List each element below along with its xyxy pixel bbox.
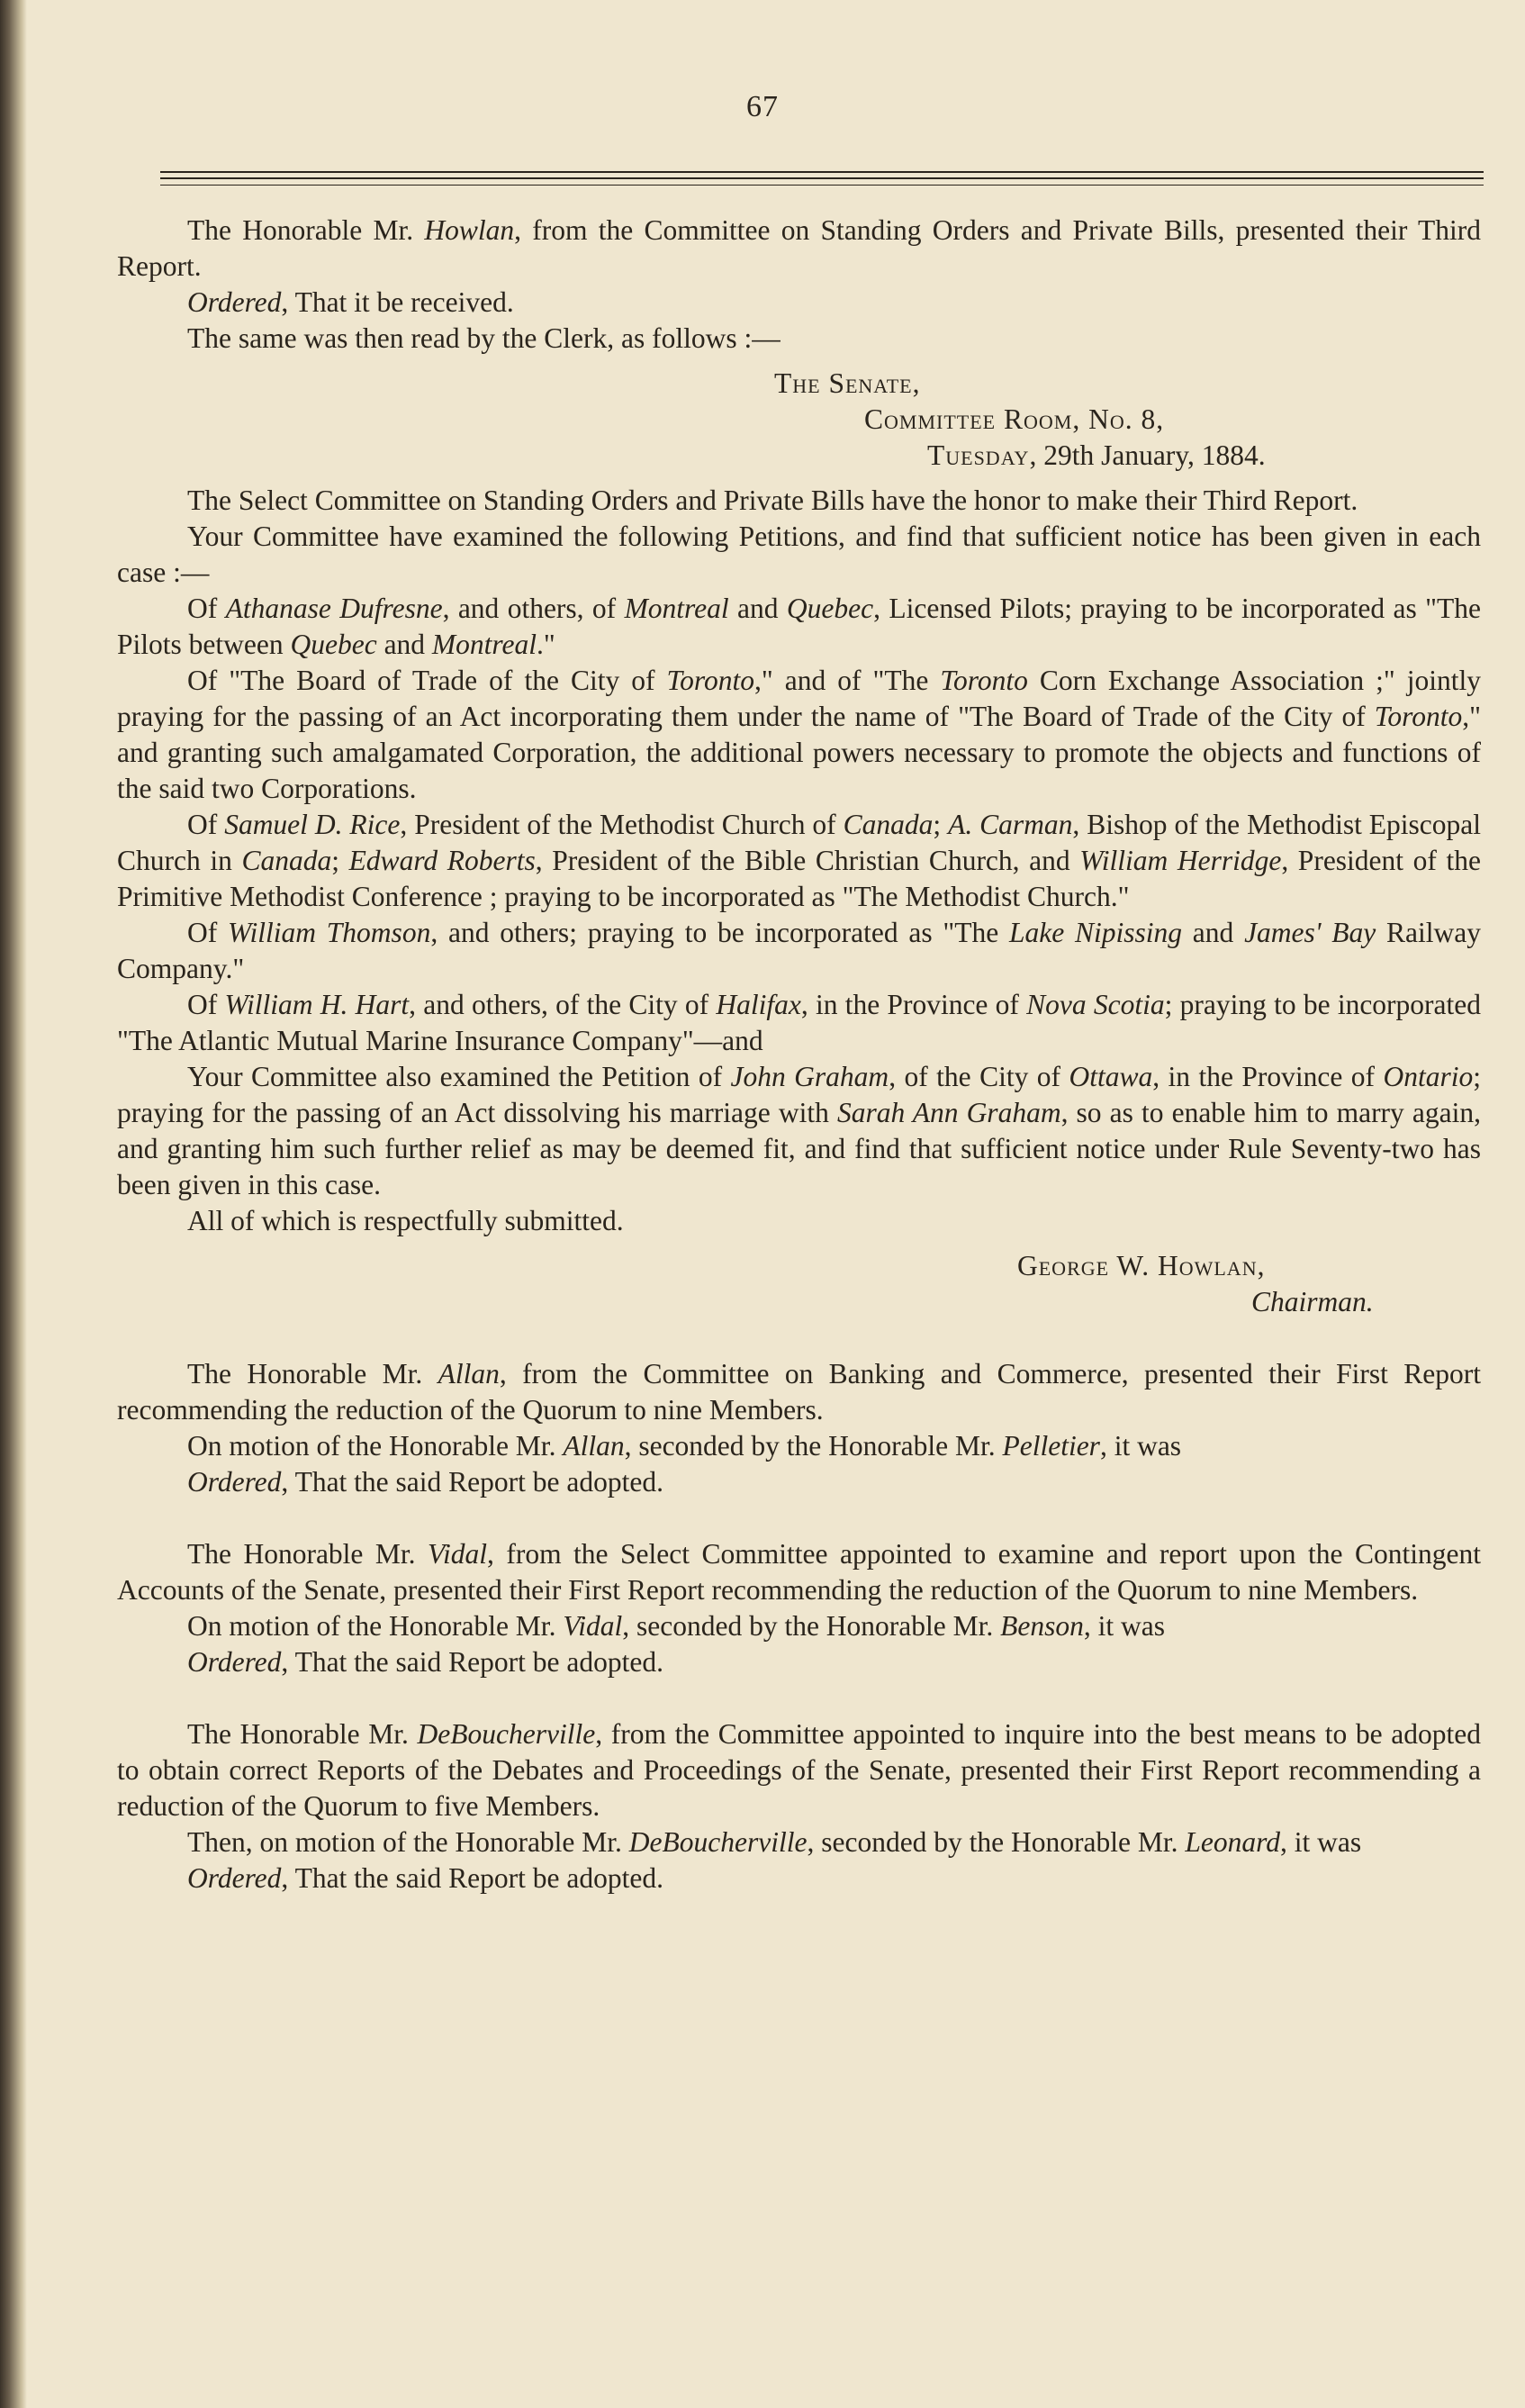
italic-text-run: Montreal [624,593,729,624]
italic-text-run: Allan [563,1430,625,1462]
text-run: , That the said Report be adopted. [281,1862,663,1894]
italic-text-run: Ordered [187,1466,282,1498]
text-run: George W. Howlan, [1017,1250,1266,1281]
paragraph [117,1356,1481,1428]
text-run: , That the said Report be adopted. [281,1466,663,1498]
italic-text-run: William Herridge [1079,845,1282,876]
document-body [117,213,1481,1897]
text-run: Your Committee have examined the following Petitions, and find that sufficient notice has been given in each case :— [117,521,1481,588]
italic-text-run: Lake Nipissing [1009,917,1183,948]
text-run: ," and granting such amalgamated Corporation, the additional powers necessary to promote the objects and functions of the said two Corporations. [117,701,1481,804]
text-run: ; [933,809,949,840]
italic-text-run: Toronto [1374,701,1463,732]
text-run: , Bishop of the Methodist Episcopal Church in [117,809,1481,876]
text-run: , from the Committee on Banking and Commerce, presented their First Report recommending the reduction of the Quorum to nine Members. [117,1358,1481,1426]
text-run: , in the Province of [1152,1061,1384,1092]
italic-text-run: William Thomson [228,917,431,948]
italic-text-run: A. Carman [948,809,1073,840]
text-run: , from the Committee appointed to inquire into the best means to be adopted to obtain correct Reports of the Debates and Proceedings of the Senate, presented their First Report recommending a reduction of the Quorum to five Members. [117,1718,1481,1822]
text-run: , from the Select Committee appointed to examine and report upon the Contingent Accounts of the Senate, presented their First Report recommending the reduction of the Quorum to nine Members. [117,1538,1482,1606]
text-run: , it was [1083,1610,1166,1642]
text-run: The Honorable Mr. [187,1538,429,1570]
text-run: The Senate, [774,367,921,399]
paragraph [117,519,1481,591]
italic-text-run: Ordered [187,1862,282,1894]
italic-text-run: Vidal [428,1538,487,1570]
text-run: , it was [1279,1826,1362,1858]
paragraph [117,1644,1481,1680]
text-run: , That it be received. [281,286,514,318]
italic-text-run: Howlan [424,214,515,246]
paragraph [117,1248,1481,1284]
text-run: Of [187,593,226,624]
text-run: , and others, of the City of [409,989,717,1020]
italic-text-run: Toronto [940,665,1028,696]
text-run: ; [331,845,349,876]
italic-text-run: DeBoucherville [417,1718,596,1750]
italic-text-run: Toronto [666,665,754,696]
text-run: and [728,593,787,624]
italic-text-run: Halifax [716,989,801,1020]
header-rule-top [160,171,1484,173]
text-run: , seconded by the Honorable Mr. [624,1430,1003,1462]
paragraph [117,438,1481,474]
italic-text-run: John Graham [730,1061,889,1092]
italic-text-run: Ordered [187,286,282,318]
paragraph [117,1284,1481,1320]
paragraph [117,1428,1481,1464]
paragraph [117,1464,1481,1500]
italic-text-run: Allan [438,1358,500,1390]
paragraph [117,402,1481,438]
text-run: All of which is respectfully submitted. [187,1205,624,1236]
text-run: , seconded by the Honorable Mr. [807,1826,1186,1858]
italic-text-run: Chairman. [1251,1286,1374,1317]
text-run: The Honorable Mr. [187,1718,418,1750]
text-run: , seconded by the Honorable Mr. [622,1610,1001,1642]
text-run: , President of the Primitive Methodist Conference ; praying to be incorporated as "The Methodist Church." [117,845,1481,912]
text-run: , in the Province of [800,989,1027,1020]
paragraph [117,213,1481,285]
italic-text-run: Benson [1000,1610,1084,1642]
text-run: Of [187,917,229,948]
text-run: , That the said Report be adopted. [281,1646,663,1678]
paragraph [117,591,1481,663]
paragraph [117,483,1481,519]
text-run: , President of the Bible Christian Church, and [535,845,1080,876]
paragraph [117,321,1481,357]
paragraph [117,1824,1481,1860]
text-run: Of "The Board of Trade of the City of [187,665,667,696]
text-run: ." [537,629,555,660]
paragraph [117,285,1481,321]
italic-text-run: Pelletier [1002,1430,1100,1462]
text-run: , and others; praying to be incorporated as "The [430,917,1010,948]
header-rule-middle [160,177,1484,179]
text-run: The Select Committee on Standing Orders and Private Bills have the honor to make their Third Report. [187,484,1358,516]
text-run: Railway Company." [117,917,1482,984]
text-run: Corn Exchange Association ;" jointly praying for the passing of an Act incorporating them under the name of "The Board of Trade of the City of [117,665,1481,732]
italic-text-run: James' Bay [1244,917,1376,948]
text-run: Then, on motion of the Honorable Mr. [187,1826,629,1858]
text-run: and [1182,917,1245,948]
text-run: , and others, of [442,593,625,624]
text-run: Tuesday [927,439,1030,471]
page-number: 67 [746,90,779,123]
text-run: , from the Committee on Standing Orders and Private Bills, presented their Third Report. [117,214,1482,282]
paragraph [117,1059,1481,1203]
italic-text-run: Samuel D. Rice [224,809,401,840]
paragraph [117,807,1481,915]
italic-text-run: William H. Hart [224,989,410,1020]
paragraph [117,915,1481,987]
paragraph [117,1536,1481,1608]
italic-text-run: Ordered [187,1646,282,1678]
italic-text-run: Canada [241,845,332,876]
text-run: ; praying for the passing of an Act dissolving his marriage with [117,1061,1481,1128]
italic-text-run: Edward Roberts [348,845,536,876]
text-run: , it was [1099,1430,1182,1462]
text-run: , of the City of [889,1061,1069,1092]
text-run: , so as to enable him to marry again, and granting him such further relief as may be deemed fit, and find that sufficient notice under Rule Seventy-two has been given in this case. [117,1097,1481,1200]
italic-text-run: Nova Scotia [1026,989,1165,1020]
text-run: , 29th January, 1884. [1029,439,1266,471]
text-run: On motion of the Honorable Mr. [187,1610,564,1642]
italic-text-run: Montreal [431,629,537,660]
italic-text-run: Leonard [1185,1826,1280,1858]
paragraph [117,987,1481,1059]
text-run: ; praying to be incorporated "The Atlantic Mutual Marine Insurance Company"—and [117,989,1481,1056]
text-run: The Honorable Mr. [187,214,425,246]
text-run: and [376,629,432,660]
text-run: Of [187,809,225,840]
italic-text-run: Ontario [1383,1061,1474,1092]
paragraph [117,663,1481,807]
italic-text-run: DeBoucherville [628,1826,808,1858]
book-binding-edge [0,0,27,2408]
italic-text-run: Canada [843,809,934,840]
italic-text-run: Ottawa [1069,1061,1153,1092]
text-run: , President of the Methodist Church of [400,809,844,840]
text-run: Of [187,989,225,1020]
paragraph [117,1860,1481,1897]
text-run: Committee Room, No. 8, [864,403,1165,435]
text-run: , Licensed Pilots; praying to be incorporated as "The Pilots between [117,593,1482,660]
italic-text-run: Vidal [563,1610,623,1642]
paragraph [117,1203,1481,1239]
italic-text-run: Sarah Ann Graham [836,1097,1061,1128]
italic-text-run: Athanase Dufresne [225,593,443,624]
paragraph [117,1716,1481,1824]
paragraph [117,1608,1481,1644]
text-run: ," and of "The [753,665,941,696]
text-run: The Honorable Mr. [187,1358,438,1390]
text-run: On motion of the Honorable Mr. [187,1430,564,1462]
text-run: Your Committee also examined the Petition of [187,1061,731,1092]
paragraph [117,366,1481,402]
header-rule-bottom [160,185,1484,186]
text-run: The same was then read by the Clerk, as follows :— [187,322,781,354]
italic-text-run: Quebec [290,629,377,660]
italic-text-run: Quebec [786,593,874,624]
